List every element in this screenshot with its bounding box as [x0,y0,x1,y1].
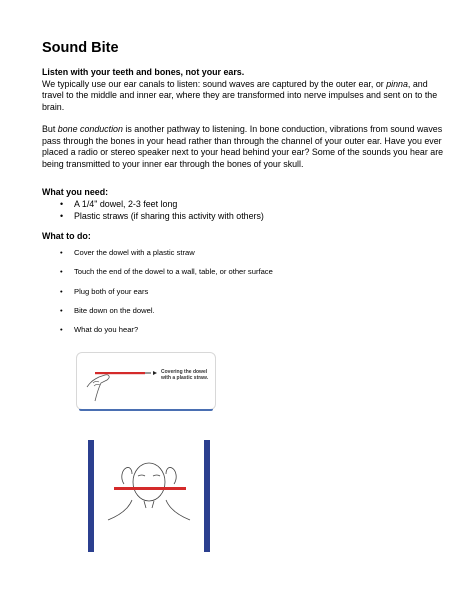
face-outline [133,463,165,501]
bitten-dowel [114,487,186,490]
raised-hands [122,467,176,484]
list-item: • What do you hear? [60,325,139,335]
list-item: • A 1/4" dowel, 2-3 feet long [60,199,178,209]
list-item: • Plug both of your ears [60,286,149,296]
finger-lines [93,381,100,386]
intro-text-a: We typically use our ear canals to listen: sound waves are captured by the outer ear, or [42,78,387,89]
list-item: • Touch the end of the dowel to a wall, table, or other surface [60,267,273,277]
pinna-term: pinna [386,78,408,89]
what-to-do-heading: What to do: [42,231,91,241]
card-shadow [79,409,213,411]
bullet-icon: • [60,325,63,335]
para2-text-a: But [42,124,58,134]
list-item: • Cover the dowel with a plastic straw [60,248,195,257]
hand-dowel-illustration [77,353,215,409]
intro-subheading: Listen with your teeth and bones, not your ears. [42,67,245,77]
neck [144,501,154,508]
what-to-do-list [60,248,273,344]
pointer-arrow-icon [153,371,157,375]
bullet-icon: • [60,210,64,221]
bullet-icon: • [60,199,64,209]
bullet-icon: • [60,305,63,315]
shoulders [108,500,190,520]
straw-figure-caption: Covering the dowel with a plastic straw. [161,369,209,381]
bone-conduction-term: bone conduction [57,124,123,134]
closed-eyes [138,475,160,476]
para2-text-b: is another pathway to listening. In bone conduction, vibrations from sound waves pass through the bones in your head rather than through the channel of your outer ear. Have you ever placed a radio or stereo speaker next to your head behind your ear? Some of the sounds you hear are being transmitted to your inner ear through the bones of your skull. [42,124,444,169]
intro-text-b: , and travel to the middle and inner ear, where they are transformed into nerve impulses and sent on to the brain. [42,78,438,112]
biting-dowel-svg [88,440,216,552]
right-pole [204,440,210,552]
left-pole [88,440,94,552]
hand-outline [87,375,109,401]
list-item: • Bite down on the dowel. [60,305,155,315]
bullet-icon: • [60,286,63,296]
what-you-need-list [60,199,264,222]
page-title: Sound Bite [42,40,119,56]
intro-paragraph [42,67,447,113]
bullet-icon: • [60,267,63,277]
plastic-straw [95,372,145,374]
biting-dowel-illustration [88,440,216,552]
straw-illustration-card [76,352,216,410]
bone-conduction-paragraph [42,124,452,170]
bullet-icon: • [60,248,63,257]
what-you-need-heading: What you need: [42,187,109,197]
list-item: • Plastic straws (if sharing this activity with others) [60,210,264,221]
